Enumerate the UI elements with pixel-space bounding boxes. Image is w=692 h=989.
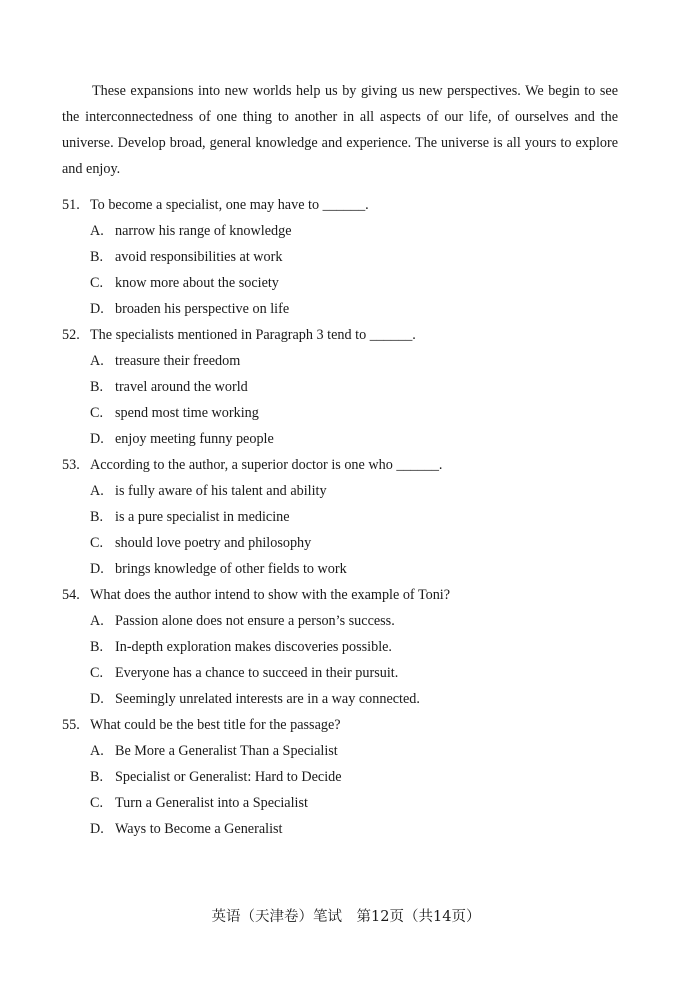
option-text: broaden his perspective on life: [115, 301, 290, 317]
question-stem: [62, 192, 622, 218]
question-stem: [62, 582, 622, 608]
question-stem: [62, 452, 622, 478]
passage-paragraph: These expansions into new worlds help us by giving us new perspectives. We begin to see the interconnectedness of one thing to another in all aspects of our life, of ourselves and the universe. Develop broad, general knowledge and experience. The universe is all yours to explore and enjoy.: [62, 83, 618, 177]
option-c: [62, 270, 622, 296]
option-a: [62, 608, 622, 634]
option-text: Specialist or Generalist: Hard to Decide: [115, 769, 342, 785]
option-text: Passion alone does not ensure a person’s success.: [115, 613, 395, 629]
option-c: [62, 400, 622, 426]
option-text: Turn a Generalist into a Specialist: [115, 795, 308, 811]
question-text: What could be the best title for the passage?: [90, 717, 341, 733]
option-d: [62, 686, 622, 712]
option-d: [62, 556, 622, 582]
option-letter: D.: [90, 301, 104, 317]
option-a: [62, 218, 622, 244]
question-55: [62, 712, 622, 842]
option-text: avoid responsibilities at work: [115, 249, 283, 265]
option-letter: A.: [90, 353, 104, 369]
question-list: [62, 192, 622, 842]
option-letter: C.: [90, 665, 104, 681]
question-51: [62, 192, 622, 322]
option-letter: B.: [90, 769, 104, 785]
option-letter: C.: [90, 405, 104, 421]
option-a: [62, 348, 622, 374]
option-text: spend most time working: [115, 405, 259, 421]
question-54: [62, 582, 622, 712]
option-b: [62, 764, 622, 790]
option-d: [62, 426, 622, 452]
option-d: [62, 296, 622, 322]
option-b: [62, 504, 622, 530]
option-letter: B.: [90, 379, 104, 395]
option-letter: B.: [90, 509, 104, 525]
question-stem: [62, 712, 622, 738]
option-letter: A.: [90, 483, 104, 499]
question-53: [62, 452, 622, 582]
question-number: 55.: [62, 717, 80, 733]
option-d: [62, 816, 622, 842]
option-b: [62, 244, 622, 270]
question-text: What does the author intend to show with the example of Toni?: [90, 587, 451, 603]
option-text: narrow his range of knowledge: [115, 223, 292, 239]
question-text: The specialists mentioned in Paragraph 3 tend to ______.: [90, 327, 416, 343]
option-b: [62, 374, 622, 400]
option-text: should love poetry and philosophy: [115, 535, 312, 551]
option-letter: B.: [90, 249, 104, 265]
option-c: [62, 660, 622, 686]
option-text: is a pure specialist in medicine: [115, 509, 290, 525]
option-text: brings knowledge of other fields to work: [115, 561, 347, 577]
option-letter: D.: [90, 561, 104, 577]
option-letter: C.: [90, 795, 104, 811]
option-letter: A.: [90, 743, 104, 759]
option-letter: A.: [90, 223, 104, 239]
option-letter: D.: [90, 821, 104, 837]
option-c: [62, 530, 622, 556]
option-text: enjoy meeting funny people: [115, 431, 274, 447]
option-letter: D.: [90, 431, 104, 447]
option-text: travel around the world: [115, 379, 248, 395]
question-number: 54.: [62, 587, 80, 603]
question-number: 52.: [62, 327, 80, 343]
option-letter: C.: [90, 535, 104, 551]
option-text: Ways to Become a Generalist: [115, 821, 283, 837]
option-text: treasure their freedom: [115, 353, 241, 369]
option-c: [62, 790, 622, 816]
option-text: Everyone has a chance to succeed in their pursuit.: [115, 665, 399, 681]
option-a: [62, 478, 622, 504]
question-number: 51.: [62, 197, 80, 213]
option-b: [62, 634, 622, 660]
option-a: [62, 738, 622, 764]
question-text: According to the author, a superior doctor is one who ______.: [90, 457, 443, 473]
option-text: know more about the society: [115, 275, 279, 291]
page-footer: 英语（天津卷）笔试 第12页（共14页）: [211, 909, 481, 925]
option-text: Be More a Generalist Than a Specialist: [115, 743, 338, 759]
option-text: is fully aware of his talent and ability: [115, 483, 327, 499]
option-letter: A.: [90, 613, 104, 629]
option-letter: B.: [90, 639, 104, 655]
option-letter: D.: [90, 691, 104, 707]
option-text: In-depth exploration makes discoveries possible.: [115, 639, 392, 655]
question-text: To become a specialist, one may have to ______.: [90, 197, 369, 213]
question-number: 53.: [62, 457, 80, 473]
option-letter: C.: [90, 275, 104, 291]
question-52: [62, 322, 622, 452]
option-text: Seemingly unrelated interests are in a way connected.: [115, 691, 420, 707]
question-stem: [62, 322, 622, 348]
